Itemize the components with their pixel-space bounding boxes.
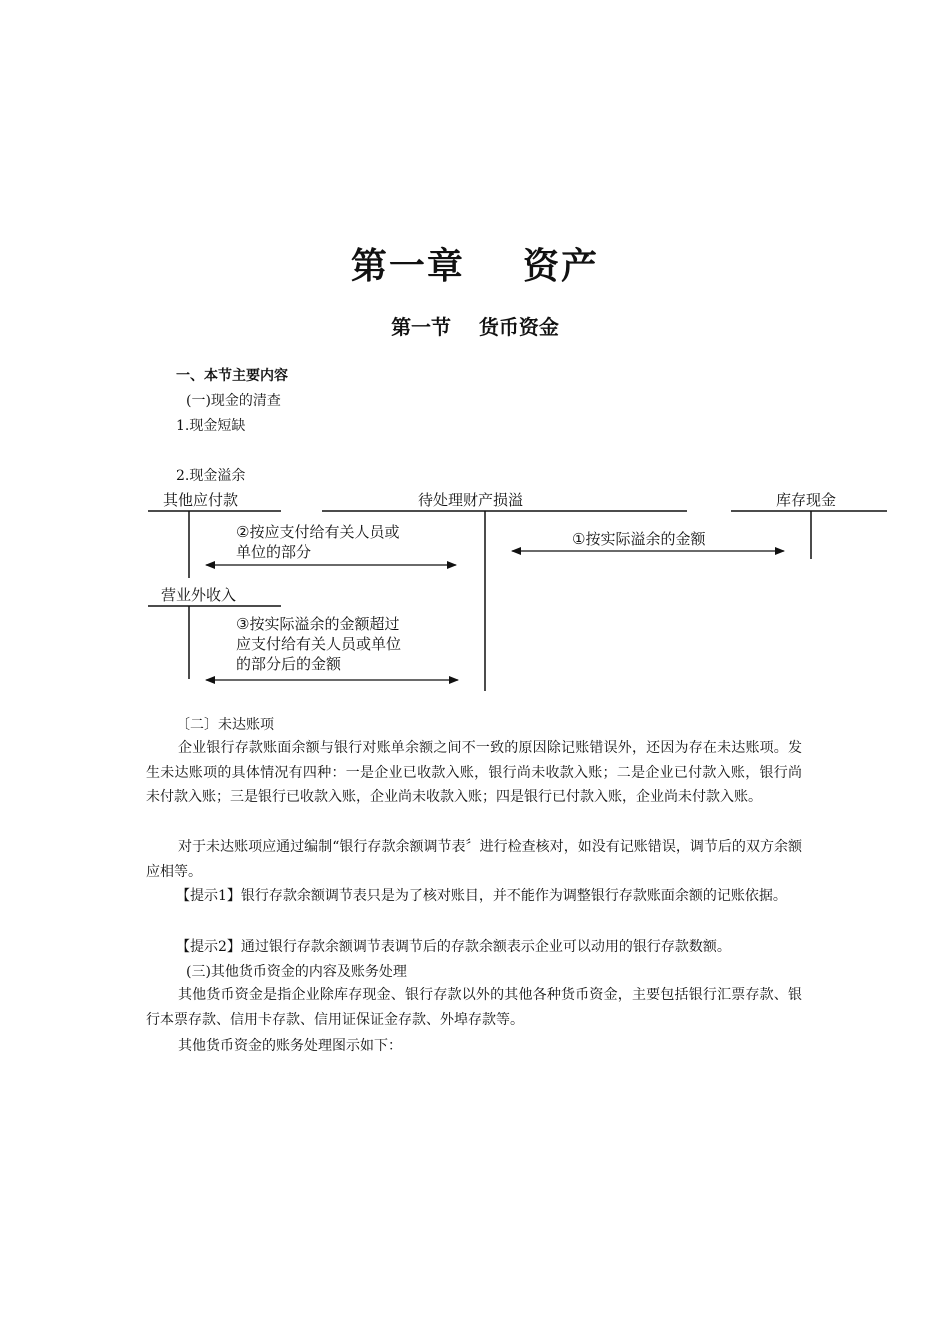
note-2-line-2: 单位的部分 [236, 543, 312, 561]
tip-1: 【提示1】银行存款余额调节表只是为了核对账目，并不能作为调整银行存款账面余额的记账依据。 [176, 888, 787, 904]
paragraph-reconciliation: 对于未达账项应通过编制“银行存款余额调节表〞进行检查核对，如没有记账错误，调节后的双方余额应相等。 [146, 839, 802, 880]
note-3-line-2: 应支付给有关人员或单位 [236, 635, 402, 653]
note-3-line-3: 的部分后的金额 [236, 655, 342, 673]
account-other-payable: 其他应付款 [163, 491, 239, 509]
main-heading: 一、本节主要内容 [176, 368, 288, 384]
paragraph-outstanding-items: 企业银行存款账面余额与银行对账单余额之间不一致的原因除记账错误外，还因为存在未达账项。发生未达账项的具体情况有四种：一是企业已收款入账，银行尚未收款入账；二是企业已付款入账，银行尚未付款入账；三是银行已收款入账，企业尚未收款入账；四是银行已付款入账，企业尚未付款入账。 [146, 740, 802, 806]
paragraph-other-funds-diagram-intro: 其他货币资金的账务处理图示如下： [178, 1038, 402, 1054]
note-2-line-1: ②按应支付给有关人员或 [236, 523, 400, 541]
note-1: ①按实际溢余的金额 [572, 530, 706, 548]
subheading-other-funds: (三)其他货币资金的内容及账务处理 [186, 964, 407, 980]
item-cash-surplus: 2.现金溢余 [176, 468, 246, 484]
section-title: 第一节 货币资金 [391, 315, 559, 339]
note-3-line-1: ③按实际溢余的金额超过 [236, 615, 400, 633]
account-pending-property: 待处理财产损溢 [418, 491, 524, 509]
chapter-title: 第一章 资产 [350, 246, 600, 287]
subheading-outstanding-items: 〔二〕未达账项 [176, 717, 274, 733]
account-cash: 库存现金 [776, 491, 837, 509]
account-non-operating-income: 营业外收入 [161, 586, 237, 604]
subheading-cash-check: (一)现金的清查 [186, 393, 281, 409]
tip-2: 【提示2】通过银行存款余额调节表调节后的存款余额表示企业可以动用的银行存款数额。 [176, 939, 731, 955]
paragraph-other-funds: 其他货币资金是指企业除库存现金、银行存款以外的其他各种货币资金，主要包括银行汇票存款、银行本票存款、信用卡存款、信用证保证金存款、外埠存款等。 [146, 987, 802, 1028]
item-cash-shortage: 1.现金短缺 [176, 418, 246, 434]
